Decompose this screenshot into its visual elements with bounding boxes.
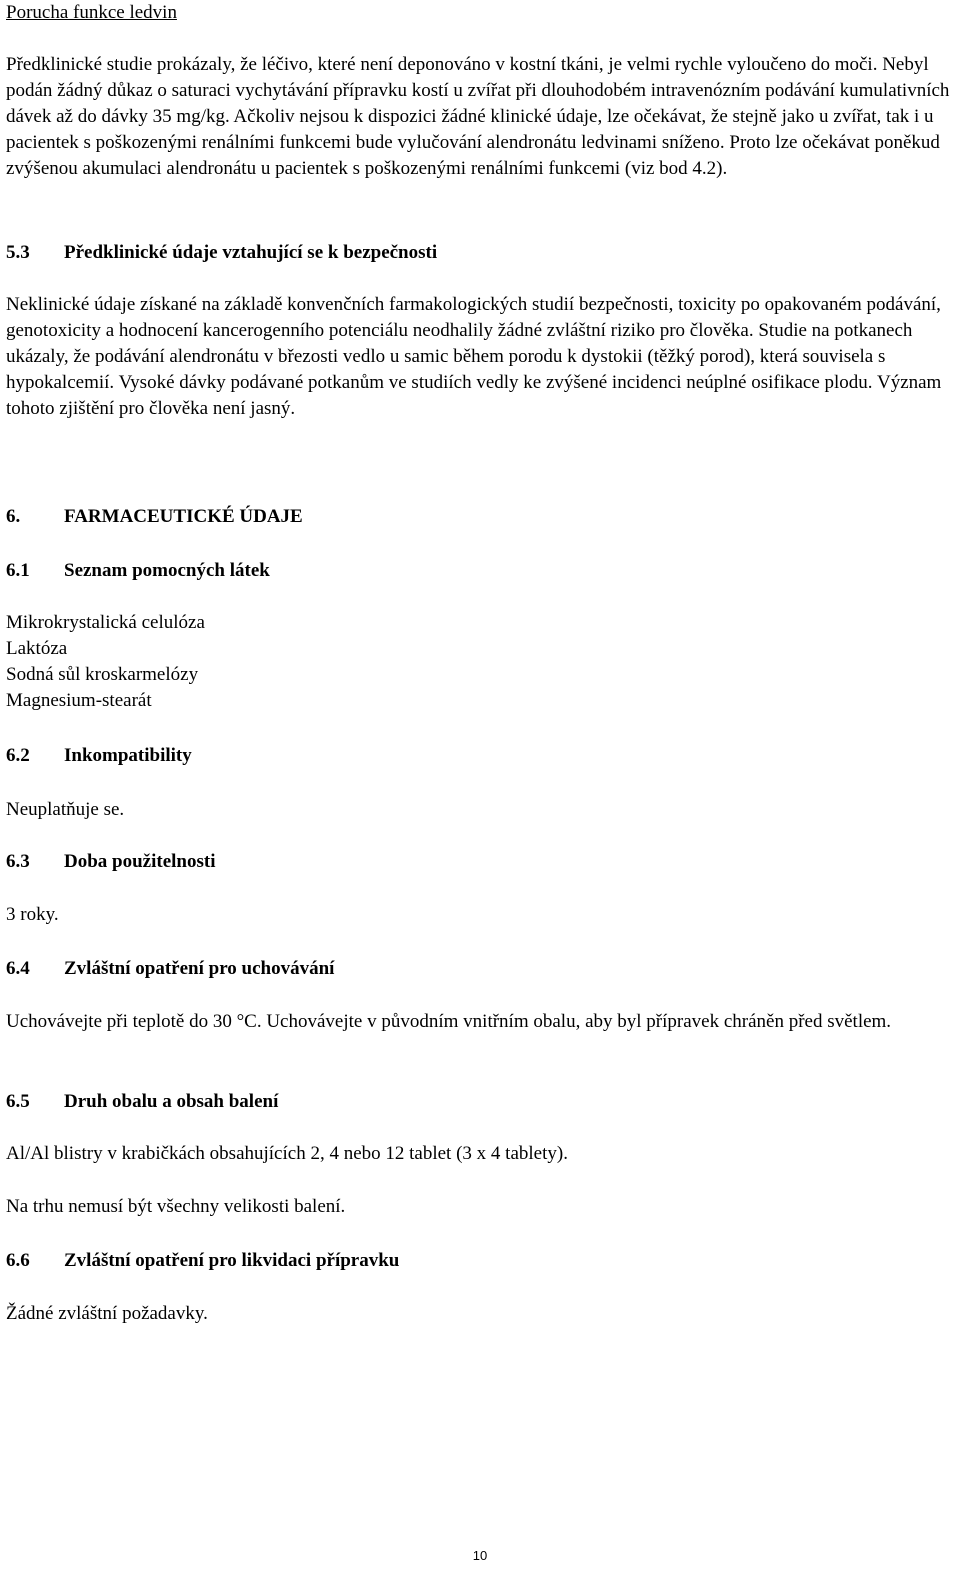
section-title: Doba použitelnosti [64,851,216,872]
section-6-5-heading [6,1089,954,1115]
section-title: FARMACEUTICKÉ ÚDAJE [64,506,303,527]
section-number: 5.3 [6,242,30,263]
section-number: 6. [6,506,21,527]
page-number: 10 [472,1548,488,1563]
section-number: 6.4 [6,958,30,979]
renal-impairment-heading: Porucha funkce ledvin [6,2,177,23]
section-6-4-text: Uchovávejte při teplotě do 30 °C. Uchovávejte v původním vnitřním obalu, aby byl přípravek chráněn před světlem. [6,1011,892,1032]
section-6-4-heading [6,956,954,982]
section-6-2-heading [6,743,954,769]
section-6-2-text: Neuplatňuje se. [6,799,125,820]
section-number: 6.1 [6,560,30,581]
list-item: Sodná sůl kroskarmelózy [6,664,199,685]
section-number: 6.6 [6,1250,30,1271]
section-6-3-text: 3 roky. [6,904,59,925]
section-number: 6.2 [6,745,30,766]
section-title: Zvláštní opatření pro likvidaci přípravku [64,1250,400,1271]
list-item: Mikrokrystalická celulóza [6,612,205,633]
section-6-5-text: Al/Al blistry v krabičkách obsahujících 2, 4 nebo 12 tablet (3 x 4 tablety). [6,1143,568,1164]
section-title: Inkompatibility [64,745,192,766]
excipients-list [6,610,954,714]
section-title: Seznam pomocných látek [64,560,270,581]
section-6-6-text: Žádné zvláštní požadavky. [6,1303,208,1324]
section-number: 6.3 [6,851,30,872]
section-title: Zvláštní opatření pro uchovávání [64,958,335,979]
list-item: Laktóza [6,638,68,659]
section-title: Předklinické údaje vztahující se k bezpečnosti [64,242,438,263]
section-5-3-heading [6,240,954,266]
section-title: Druh obalu a obsah balení [64,1091,279,1112]
section-number: 6.5 [6,1091,30,1112]
section-6-6-heading [6,1248,954,1274]
list-item: Magnesium-stearát [6,690,152,711]
renal-impairment-paragraph: Předklinické studie prokázaly, že léčivo, které není deponováno v kostní tkáni, je velmi rychle vyloučeno do moči. Nebyl podán žádný důkaz o saturaci vychytávání přípravku kostí u zvířat při dlouhodobém intravenózním podávání kumulativních dávek až do dávky 35 mg/kg. Ačkoliv nejsou k dispozici žádné klinické údaje, lze očekávat, že stejně jako u zvířat, tak i u pacientek s poškozenými renálními funkcemi bude vylučování alendronátu ledvinami sníženo. Proto lze očekávat poněkud zvýšenou akumulaci alendronátu u pacientek s poškozenými renálními funkcemi (viz bod 4.2). [6,54,950,179]
section-6-5-note: Na trhu nemusí být všechny velikosti balení. [6,1196,346,1217]
section-6-1-heading [6,558,954,584]
section-6-heading [6,504,954,530]
section-6-3-heading [6,849,954,875]
section-5-3-paragraph: Neklinické údaje získané na základě konvenčních farmakologických studií bezpečnosti, toxicity po opakovaném podávání, genotoxicity a hodnocení kancerogenního potenciálu neodhalily žádné zvláštní riziko pro člověka. Studie na potkanech ukázaly, že podávání alendronátu v březosti vedlo u samic během porodu k dystokii (těžký porod), která souvisela s hypokalcemií. Vysoké dávky podávané potkanům ve studiích vedly ke zvýšené incidenci neúplné osifikace plodu. Význam tohoto zjištění pro člověka není jasný. [6,294,942,419]
